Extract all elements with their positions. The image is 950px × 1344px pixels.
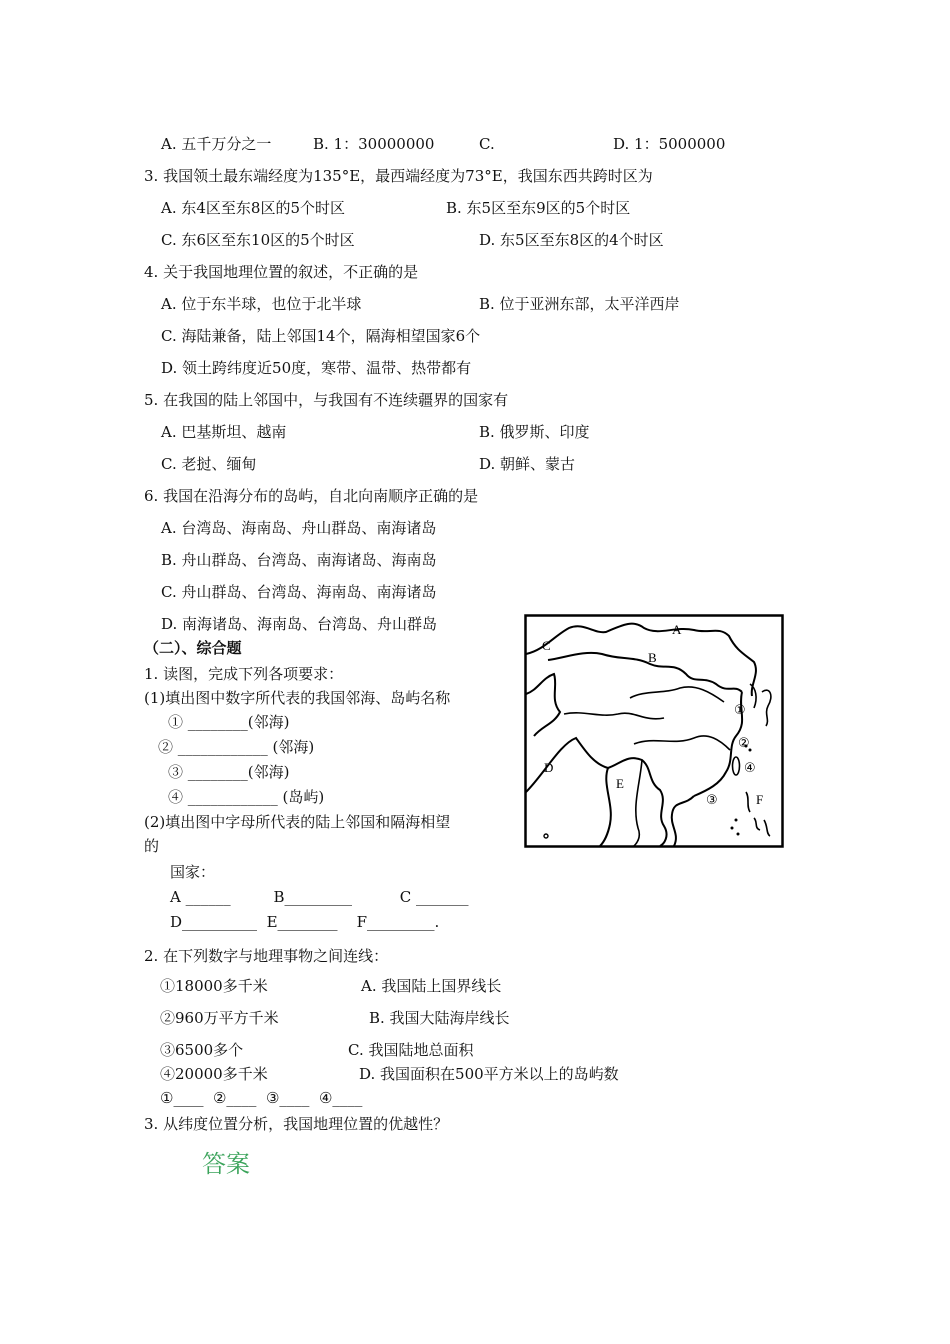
q4-option-d: D. 领土跨纬度近50度，寒带、温带、热带都有	[161, 359, 472, 377]
s1-blank-2: ② ____________ (邻海)	[158, 738, 315, 756]
q3-option-c: C. 东6区至东10区的5个时区	[161, 231, 355, 249]
q5-option-c: C. 老挝、缅甸	[161, 455, 257, 473]
map-label-c: C	[542, 638, 551, 653]
map-number-1: ①	[734, 703, 746, 718]
s2-left-1: ①18000多千米	[160, 977, 268, 995]
s1-part1: (1)填出图中数字所代表的我国邻海、岛屿名称	[144, 689, 451, 707]
s2-right-1: A. 我国陆上国界线长	[361, 977, 502, 995]
map-number-2: ②	[738, 736, 750, 751]
s2-right-3: C. 我国陆地总面积	[348, 1041, 474, 1059]
q4-option-b: B. 位于亚洲东部，太平洋西岸	[479, 295, 680, 313]
s2-right-2: B. 我国大陆海岸线长	[369, 1009, 510, 1027]
s1-row-def: D__________ E________ F_________.	[170, 913, 440, 931]
s1-stem: 1. 读图，完成下列各项要求：	[144, 665, 344, 683]
q6-option-b: B. 舟山群岛、台湾岛、南海诸岛、海南岛	[161, 551, 437, 569]
q5-option-d: D. 朝鲜、蒙古	[479, 455, 576, 473]
china-map	[524, 614, 784, 848]
map-label-b: B	[648, 650, 657, 665]
s1-blank-1: ① ________(邻海)	[168, 713, 290, 731]
s2-left-4: ④20000多千米	[160, 1065, 268, 1083]
q6-option-d: D. 南海诸岛、海南岛、台湾岛、舟山群岛	[161, 615, 438, 633]
q6-stem: 6. 我国在沿海分布的岛屿，自北向南顺序正确的是	[144, 487, 479, 505]
q6-option-c: C. 舟山群岛、台湾岛、海南岛、南海诸岛	[161, 583, 437, 601]
q2-option-a: A. 五千万分之一	[161, 135, 272, 153]
map-label-f: F	[756, 792, 764, 807]
q5-option-b: B. 俄罗斯、印度	[479, 423, 590, 441]
s1-blank-4: ④ ____________ (岛屿)	[168, 788, 325, 806]
s3-stem: 3. 从纬度位置分析，我国地理位置的优越性？	[144, 1115, 449, 1133]
q3-option-b: B. 东5区至东9区的5个时区	[446, 199, 631, 217]
q3-stem: 3. 我国领土最东端经度为135°E，最西端经度为73°E，我国东西共跨时区为	[144, 167, 653, 185]
map-number-3: ③	[706, 793, 718, 808]
s1-part2-cont: 的	[144, 837, 160, 855]
q3-option-d: D. 东5区至东8区的4个时区	[479, 231, 664, 249]
map-number-4: ④	[744, 761, 756, 776]
q4-option-c: C. 海陆兼备，陆上邻国14个，隔海相望国家6个	[161, 327, 481, 345]
s2-answer-blanks: ①____ ②____ ③____ ④____	[160, 1089, 363, 1107]
s2-left-2: ②960万平方千米	[160, 1009, 279, 1027]
q5-option-a: A. 巴基斯坦、越南	[161, 423, 287, 441]
s2-left-3: ③6500多个	[160, 1041, 244, 1059]
s1-part2: (2)填出图中字母所代表的陆上邻国和隔海相望	[144, 813, 451, 831]
answer-heading: 答案	[202, 1150, 250, 1178]
s1-blank-3: ③ ________(邻海)	[168, 763, 290, 781]
q6-option-a: A. 台湾岛、海南岛、舟山群岛、南海诸岛	[161, 519, 437, 537]
q2-option-c: C.	[479, 135, 495, 153]
q2-option-d: D. 1：5000000	[613, 135, 726, 153]
q4-stem: 4. 关于我国地理位置的叙述，不正确的是	[144, 263, 419, 281]
map-label-e: E	[616, 776, 624, 791]
s2-right-4: D. 我国面积在500平方米以上的岛屿数	[359, 1065, 619, 1083]
q3-option-a: A. 东4区至东8区的5个时区	[161, 199, 345, 217]
s2-stem: 2. 在下列数字与地理事物之间连线：	[144, 947, 389, 965]
section-title: （二）、综合题	[144, 639, 242, 657]
q2-option-b: B. 1：30000000	[313, 135, 435, 153]
s1-row-abc: A ______ B_________ C _______	[170, 888, 469, 906]
map-label-a: A	[672, 622, 682, 637]
s1-part2-country: 国家：	[170, 863, 216, 881]
q5-stem: 5. 在我国的陆上邻国中，与我国有不连续疆界的国家有	[144, 391, 509, 409]
q4-option-a: A. 位于东半球，也位于北半球	[161, 295, 362, 313]
map-label-d: D	[544, 760, 554, 775]
